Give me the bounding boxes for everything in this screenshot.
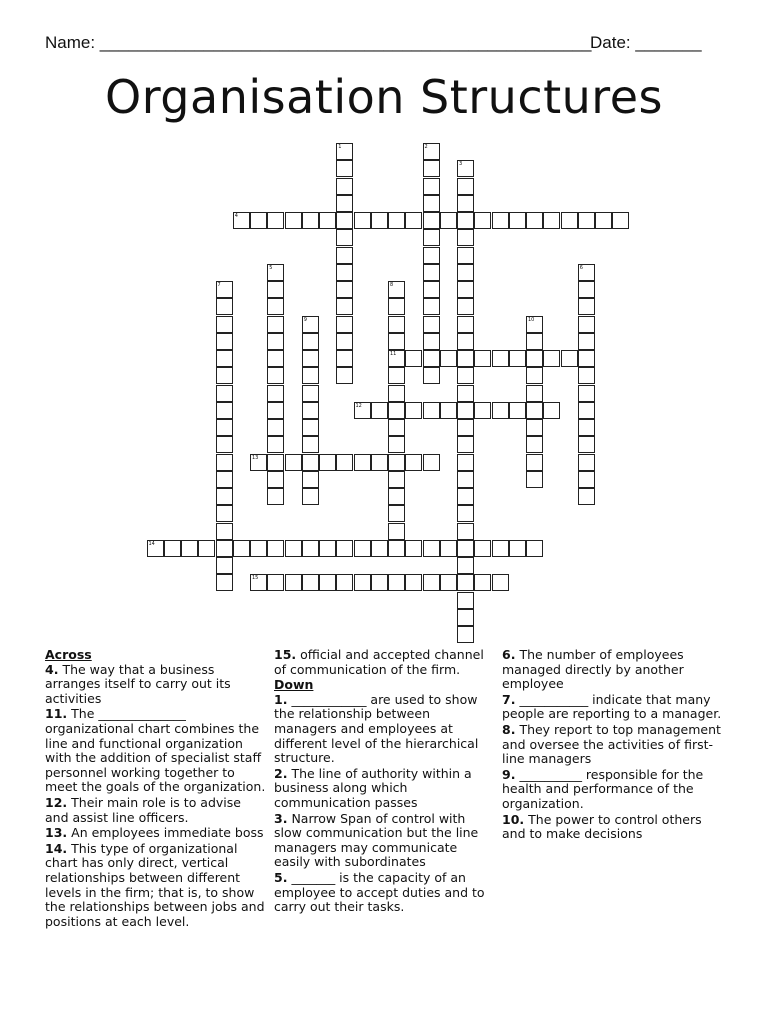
grid-cell[interactable] (423, 402, 440, 419)
grid-cell[interactable] (267, 333, 284, 350)
grid-cell[interactable] (440, 540, 457, 557)
grid-cell[interactable] (302, 419, 319, 436)
grid-cell[interactable] (457, 557, 474, 574)
grid-cell[interactable] (216, 316, 233, 333)
grid-cell[interactable] (354, 540, 371, 557)
grid-cell[interactable] (457, 350, 474, 367)
grid-cell[interactable] (336, 350, 353, 367)
grid-cell[interactable] (423, 229, 440, 246)
grid-cell[interactable] (371, 540, 388, 557)
cell-number: 4 (234, 213, 238, 219)
grid-cell[interactable] (526, 212, 543, 229)
grid-cell[interactable] (526, 385, 543, 402)
grid-cell[interactable] (457, 298, 474, 315)
cell-number: 7 (217, 282, 221, 288)
grid-cell[interactable] (578, 350, 595, 367)
grid-cell[interactable] (474, 350, 491, 367)
grid-cell[interactable] (250, 212, 267, 229)
cell-number: 3 (459, 161, 463, 168)
clue-down-7: 7. ___________ indicate that many people are reporting to a manager. (502, 691, 722, 722)
grid-cell[interactable] (250, 454, 267, 471)
grid-cell[interactable] (492, 574, 509, 591)
grid-cell[interactable] (492, 350, 509, 367)
cell-number: 6 (579, 264, 583, 271)
grid-cell[interactable] (578, 367, 595, 384)
grid-cell[interactable] (578, 402, 595, 419)
grid-cell[interactable] (543, 350, 560, 367)
grid-cell[interactable] (423, 160, 440, 177)
grid-cell[interactable] (302, 436, 319, 453)
grid-cell[interactable] (267, 574, 284, 591)
grid-cell[interactable] (440, 402, 457, 419)
clue-down-9: 9. __________ responsible for the health and performance of the organization. (502, 766, 704, 811)
grid-cell[interactable] (267, 454, 284, 471)
cell-number: 8 (390, 282, 394, 288)
grid-cell[interactable] (164, 540, 181, 557)
grid-cell[interactable] (216, 540, 233, 557)
grid-cell[interactable] (336, 281, 353, 298)
grid-cell[interactable] (336, 316, 353, 333)
grid-cell[interactable] (457, 419, 474, 436)
grid-cell[interactable] (267, 488, 284, 505)
clue-down-10: 10. The power to control others and to make decisions (502, 811, 702, 842)
grid-cell[interactable] (181, 540, 198, 557)
grid-cell[interactable] (526, 402, 543, 419)
grid-cell[interactable] (371, 212, 388, 229)
clue-down-2: 2. The line of authority within a business along which communication passes (274, 765, 472, 810)
grid-cell[interactable] (267, 540, 284, 557)
grid-cell[interactable] (561, 350, 578, 367)
grid-cell[interactable] (336, 454, 353, 471)
grid-cell[interactable] (457, 436, 474, 453)
cell-number: 10 (528, 316, 535, 323)
grid-cell[interactable] (267, 281, 284, 298)
grid-cell[interactable] (578, 454, 595, 471)
clue-across-12: 12. Their main role is to advise and assist line officers. (45, 794, 241, 825)
grid-cell[interactable] (302, 454, 319, 471)
grid-cell[interactable] (474, 540, 491, 557)
clue-column-2 (274, 648, 496, 916)
grid-cell[interactable] (578, 264, 595, 281)
cell-number: 15 (252, 575, 259, 582)
grid-cell[interactable] (474, 212, 491, 229)
grid-cell[interactable] (302, 574, 319, 591)
grid-cell[interactable] (543, 402, 560, 419)
grid-cell[interactable] (216, 402, 233, 419)
grid-cell[interactable] (578, 333, 595, 350)
grid-cell[interactable] (423, 178, 440, 195)
date-field[interactable]: Date: _______ (590, 33, 702, 52)
grid-cell[interactable] (423, 316, 440, 333)
grid-cell[interactable] (578, 419, 595, 436)
grid-cell[interactable] (336, 540, 353, 557)
grid-cell[interactable] (526, 471, 543, 488)
grid-cell[interactable] (405, 574, 422, 591)
grid-cell[interactable] (336, 264, 353, 281)
clue-down-1: 1. ____________ are used to show the relationship between managers and employees at different level of the hierarchical structure. (274, 691, 479, 766)
grid-cell[interactable] (233, 212, 250, 229)
grid-cell[interactable] (302, 402, 319, 419)
cell-number: 2 (424, 144, 428, 150)
grid-cell[interactable] (388, 419, 405, 436)
grid-cell[interactable] (336, 178, 353, 195)
grid-cell[interactable] (250, 574, 267, 591)
grid-cell[interactable] (336, 333, 353, 350)
grid-cell[interactable] (267, 471, 284, 488)
grid-cell[interactable] (319, 454, 336, 471)
grid-cell[interactable] (216, 298, 233, 315)
cell-number: 9 (303, 316, 307, 323)
grid-cell[interactable] (423, 298, 440, 315)
grid-cell[interactable] (267, 212, 284, 229)
grid-cell[interactable] (423, 212, 440, 229)
grid-cell[interactable] (526, 419, 543, 436)
clue-column-3 (502, 648, 728, 843)
grid-cell[interactable] (336, 143, 353, 160)
grid-cell[interactable] (457, 523, 474, 540)
grid-cell[interactable] (216, 436, 233, 453)
grid-cell[interactable] (423, 454, 440, 471)
grid-cell[interactable] (457, 592, 474, 609)
grid-cell[interactable] (354, 402, 371, 419)
grid-cell[interactable] (474, 574, 491, 591)
grid-cell[interactable] (285, 454, 302, 471)
grid-cell[interactable] (388, 367, 405, 384)
grid-cell[interactable] (388, 350, 405, 367)
grid-cell[interactable] (423, 350, 440, 367)
grid-cell[interactable] (267, 316, 284, 333)
grid-cell[interactable] (336, 247, 353, 264)
grid-cell[interactable] (250, 540, 267, 557)
grid-cell[interactable] (336, 367, 353, 384)
grid-cell[interactable] (526, 367, 543, 384)
cell-number: 12 (355, 402, 362, 409)
cell-number: 13 (252, 454, 259, 461)
grid-cell[interactable] (388, 212, 405, 229)
grid-cell[interactable] (526, 350, 543, 367)
grid-cell[interactable] (216, 367, 233, 384)
grid-cell[interactable] (423, 574, 440, 591)
grid-cell[interactable] (457, 229, 474, 246)
grid-cell[interactable] (578, 488, 595, 505)
grid-cell[interactable] (526, 333, 543, 350)
grid-cell[interactable] (405, 402, 422, 419)
grid-cell[interactable] (543, 212, 560, 229)
grid-cell[interactable] (216, 454, 233, 471)
grid-cell[interactable] (216, 574, 233, 591)
grid-cell[interactable] (388, 540, 405, 557)
grid-cell[interactable] (578, 281, 595, 298)
grid-cell[interactable] (578, 385, 595, 402)
clue-across-4: 4. The way that a business arranges itself to carry out its activities (45, 661, 231, 706)
grid-cell[interactable] (388, 505, 405, 522)
clue-across-14: 14. This type of organizational chart has only direct, vertical relationships between different levels in the firm; that is, to show the relationships between jobs and positions at each level. (45, 840, 265, 929)
grid-cell[interactable] (216, 281, 233, 298)
grid-cell[interactable] (388, 402, 405, 419)
grid-cell[interactable] (388, 488, 405, 505)
grid-cell[interactable] (302, 333, 319, 350)
grid-cell[interactable] (285, 574, 302, 591)
grid-cell[interactable] (457, 402, 474, 419)
grid-cell[interactable] (423, 143, 440, 160)
grid-cell[interactable] (457, 178, 474, 195)
grid-cell[interactable] (457, 264, 474, 281)
grid-cell[interactable] (198, 540, 215, 557)
grid-cell[interactable] (267, 264, 284, 281)
grid-cell[interactable] (267, 350, 284, 367)
grid-cell[interactable] (267, 436, 284, 453)
clue-down-6: 6. The number of employees managed directly by another employee (502, 647, 684, 692)
grid-cell[interactable] (440, 212, 457, 229)
grid-cell[interactable] (354, 212, 371, 229)
grid-cell[interactable] (371, 574, 388, 591)
grid-cell[interactable] (216, 471, 233, 488)
grid-cell[interactable] (423, 281, 440, 298)
grid-cell[interactable] (423, 195, 440, 212)
grid-cell[interactable] (509, 350, 526, 367)
grid-cell[interactable] (319, 540, 336, 557)
grid-cell[interactable] (405, 212, 422, 229)
grid-cell[interactable] (336, 574, 353, 591)
grid-cell[interactable] (302, 488, 319, 505)
grid-cell[interactable] (388, 316, 405, 333)
grid-cell[interactable] (457, 454, 474, 471)
grid-cell[interactable] (457, 540, 474, 557)
grid-cell[interactable] (457, 212, 474, 229)
grid-cell[interactable] (388, 281, 405, 298)
grid-cell[interactable] (267, 419, 284, 436)
grid-cell[interactable] (405, 454, 422, 471)
clue-column-1 (45, 648, 267, 930)
grid-cell[interactable] (285, 212, 302, 229)
clue-down-3: 3. Narrow Span of control with slow communication but the line managers may communicate easily with subordinates (274, 810, 479, 870)
grid-cell[interactable] (216, 523, 233, 540)
grid-cell[interactable] (457, 471, 474, 488)
grid-cell[interactable] (492, 540, 509, 557)
grid-cell[interactable] (612, 212, 629, 229)
clue-down-5: 5. _______ is the capacity of an employee to accept duties and to carry out their tasks. (274, 869, 485, 915)
grid-cell[interactable] (302, 316, 319, 333)
grid-cell[interactable] (388, 574, 405, 591)
grid-cell[interactable] (526, 316, 543, 333)
grid-cell[interactable] (509, 402, 526, 419)
grid-cell[interactable] (457, 195, 474, 212)
grid-cell[interactable] (336, 298, 353, 315)
cell-number: 11 (390, 351, 397, 357)
grid-cell[interactable] (336, 212, 353, 229)
page-title: Organisation Structures (105, 70, 663, 124)
grid-cell[interactable] (457, 247, 474, 264)
grid-cell[interactable] (354, 454, 371, 471)
grid-cell[interactable] (440, 350, 457, 367)
grid-cell[interactable] (578, 298, 595, 315)
cell-number: 14 (148, 540, 155, 547)
grid-cell[interactable] (302, 350, 319, 367)
grid-cell[interactable] (336, 229, 353, 246)
grid-cell[interactable] (371, 402, 388, 419)
clue-across-11: 11. The ______________ organizational chart combines the line and functional organization with the addition of specialist staff personnel working together to meet the goals of the organization. (45, 706, 266, 795)
grid-cell[interactable] (302, 471, 319, 488)
grid-cell[interactable] (492, 402, 509, 419)
grid-cell[interactable] (354, 574, 371, 591)
grid-cell[interactable] (526, 436, 543, 453)
grid-cell[interactable] (388, 471, 405, 488)
grid-cell[interactable] (457, 505, 474, 522)
cell-number: 5 (269, 264, 273, 271)
grid-cell[interactable] (388, 523, 405, 540)
grid-cell[interactable] (457, 574, 474, 591)
grid-cell[interactable] (216, 419, 233, 436)
grid-cell[interactable] (388, 333, 405, 350)
grid-cell[interactable] (578, 471, 595, 488)
grid-cell[interactable] (423, 247, 440, 264)
name-field[interactable]: Name: ____________________________________________________ (45, 33, 592, 52)
grid-cell[interactable] (405, 350, 422, 367)
grid-cell[interactable] (578, 212, 595, 229)
grid-cell[interactable] (423, 540, 440, 557)
grid-cell[interactable] (457, 609, 474, 626)
grid-cell[interactable] (423, 264, 440, 281)
grid-cell[interactable] (457, 160, 474, 177)
grid-cell[interactable] (561, 212, 578, 229)
down-heading: Down (274, 677, 314, 693)
grid-cell[interactable] (457, 316, 474, 333)
grid-cell[interactable] (216, 488, 233, 505)
clue-down-8: 8. They report to top management and oversee the activities of first-line managers (502, 721, 721, 767)
grid-cell[interactable] (457, 281, 474, 298)
grid-cell[interactable] (388, 436, 405, 453)
grid-cell[interactable] (457, 488, 474, 505)
grid-cell[interactable] (336, 195, 353, 212)
grid-cell[interactable] (388, 454, 405, 471)
grid-cell[interactable] (267, 385, 284, 402)
grid-cell[interactable] (371, 454, 388, 471)
grid-cell[interactable] (267, 367, 284, 384)
grid-cell[interactable] (302, 212, 319, 229)
grid-cell[interactable] (595, 212, 612, 229)
grid-cell[interactable] (336, 160, 353, 177)
grid-cell[interactable] (319, 212, 336, 229)
clue-across-15: 15. official and accepted channel of communication of the firm. (274, 647, 484, 677)
grid-cell[interactable] (302, 367, 319, 384)
grid-cell[interactable] (285, 540, 302, 557)
grid-cell[interactable] (457, 626, 474, 643)
grid-cell[interactable] (457, 333, 474, 350)
grid-cell[interactable] (509, 540, 526, 557)
grid-cell[interactable] (578, 316, 595, 333)
grid-cell[interactable] (302, 385, 319, 402)
grid-cell[interactable] (440, 574, 457, 591)
grid-cell[interactable] (216, 350, 233, 367)
clue-across-13: 13. An employees immediate boss (45, 825, 264, 841)
grid-cell[interactable] (474, 402, 491, 419)
cell-number: 1 (338, 144, 342, 150)
grid-cell[interactable] (526, 454, 543, 471)
grid-cell[interactable] (216, 385, 233, 402)
grid-cell[interactable] (388, 385, 405, 402)
grid-cell[interactable] (457, 367, 474, 384)
grid-cell[interactable] (216, 333, 233, 350)
grid-cell[interactable] (216, 557, 233, 574)
grid-cell[interactable] (492, 212, 509, 229)
grid-cell[interactable] (423, 367, 440, 384)
grid-cell[interactable] (405, 540, 422, 557)
grid-cell[interactable] (267, 298, 284, 315)
grid-cell[interactable] (267, 402, 284, 419)
grid-cell[interactable] (216, 505, 233, 522)
grid-cell[interactable] (423, 333, 440, 350)
grid-cell[interactable] (302, 540, 319, 557)
grid-cell[interactable] (388, 298, 405, 315)
grid-cell[interactable] (457, 385, 474, 402)
grid-cell[interactable] (233, 540, 250, 557)
grid-cell[interactable] (319, 574, 336, 591)
across-heading: Across (45, 647, 92, 662)
grid-cell[interactable] (578, 436, 595, 453)
grid-cell[interactable] (526, 540, 543, 557)
grid-cell[interactable] (509, 212, 526, 229)
grid-cell[interactable] (147, 540, 164, 557)
